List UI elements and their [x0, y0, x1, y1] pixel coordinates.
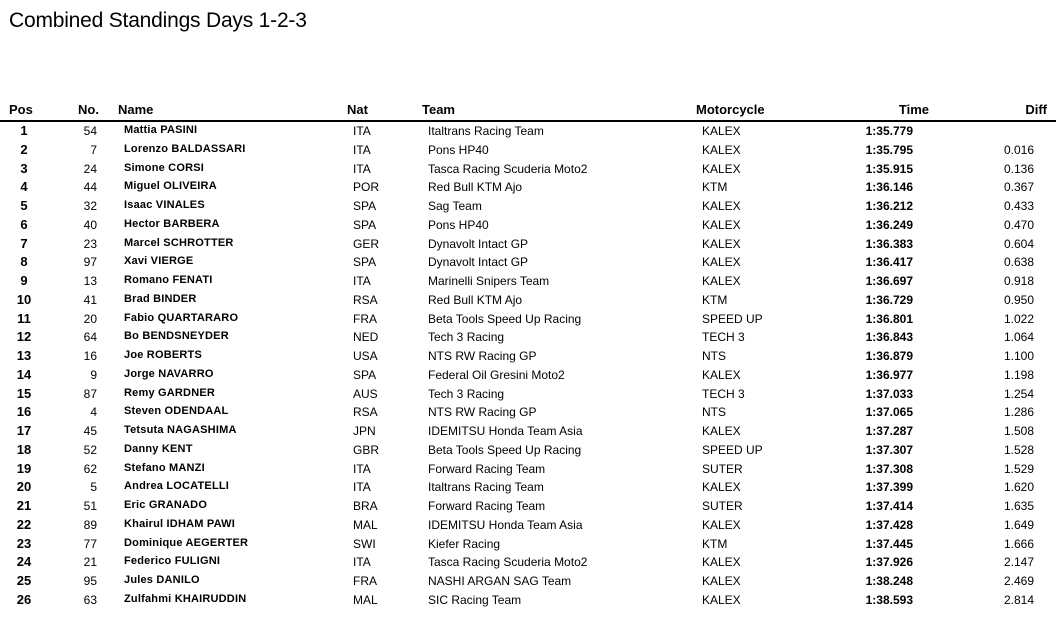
pos-cell: 26: [16, 591, 32, 607]
motorcycle-cell: SPEED UP: [702, 442, 763, 457]
nationality-cell: ITA: [353, 161, 371, 176]
number-cell: 62: [83, 461, 97, 476]
rider-name-cell: Steven ODENDAAL: [124, 405, 229, 418]
gap-cell: 1.529: [1003, 461, 1034, 476]
rider-name-cell: Federico FULIGNI: [124, 555, 221, 568]
team-cell: Forward Racing Team: [428, 499, 546, 513]
gap-cell: 1.198: [1003, 367, 1034, 382]
motorcycle-cell: KALEX: [702, 367, 741, 382]
pos-cell: 25: [16, 573, 32, 588]
nationality-cell: RSA: [353, 405, 378, 420]
pos-cell: 8: [20, 254, 28, 270]
nationality-cell: JPN: [353, 424, 376, 438]
nationality-cell: ITA: [353, 124, 371, 138]
rider-name-cell: Zulfahmi KHAIRUDDIN: [124, 592, 247, 605]
team-cell: Pons HP40: [428, 142, 489, 157]
pos-cell: 21: [16, 498, 32, 513]
lap-time-cell: 1:36.801: [865, 311, 913, 326]
table-row: [0, 253, 1056, 272]
table-row: [0, 553, 1056, 572]
rider-name-cell: Marcel SCHROTTER: [124, 236, 234, 249]
motorcycle-cell: KALEX: [702, 255, 741, 270]
nationality-cell: GBR: [353, 442, 380, 457]
table-row: [0, 535, 1056, 554]
table-row: [0, 572, 1056, 591]
number-cell: 54: [83, 124, 97, 138]
number-cell: 45: [83, 424, 97, 438]
rider-name-cell: Dominique AEGERTER: [124, 536, 249, 549]
pos-cell: 17: [16, 423, 32, 438]
nationality-cell: ITA: [353, 555, 371, 570]
team-cell: Tasca Racing Scuderia Moto2: [428, 555, 588, 570]
lap-time-cell: 1:37.399: [865, 480, 913, 495]
motorcycle-cell: KALEX: [702, 161, 741, 176]
motorcycle-cell: KALEX: [702, 274, 741, 288]
table-row: [0, 272, 1056, 291]
gap-cell: 1.100: [1003, 349, 1034, 363]
number-cell: 44: [83, 180, 97, 195]
lap-time-cell: 1:36.729: [865, 292, 913, 307]
standings-table: [0, 122, 1056, 610]
table-row: [0, 422, 1056, 441]
team-cell: Beta Tools Speed Up Racing: [428, 442, 582, 457]
motorcycle-cell: NTS: [702, 405, 726, 420]
motorcycle-cell: KALEX: [702, 236, 741, 251]
table-row: [0, 141, 1056, 160]
table-row: [0, 591, 1056, 610]
team-cell: Dynavolt Intact GP: [428, 255, 529, 270]
gap-cell: 1.528: [1003, 442, 1034, 457]
rider-name-cell: Tetsuta NAGASHIMA: [124, 424, 237, 436]
number-cell: 64: [83, 330, 97, 345]
pos-cell: 19: [16, 460, 32, 476]
number-cell: 95: [83, 574, 97, 588]
column-header-team: Team: [422, 102, 455, 117]
gap-cell: 2.147: [1003, 555, 1034, 570]
nationality-cell: GER: [353, 236, 380, 251]
gap-cell: 1.649: [1003, 517, 1034, 532]
number-cell: 32: [83, 199, 97, 213]
team-cell: Dynavolt Intact GP: [428, 236, 529, 251]
team-cell: Red Bull KTM Ajo: [428, 292, 523, 307]
motorcycle-cell: KTM: [702, 180, 728, 195]
nationality-cell: SPA: [353, 217, 377, 232]
lap-time-cell: 1:37.445: [865, 536, 913, 551]
lap-time-cell: 1:37.308: [865, 461, 913, 476]
gap-cell: 1.286: [1003, 405, 1034, 420]
rider-name-cell: Fabio QUARTARARO: [124, 311, 239, 324]
motorcycle-cell: KALEX: [702, 424, 741, 438]
rider-name-cell: Miguel OLIVEIRA: [124, 180, 217, 193]
rider-name-cell: Jorge NAVARRO: [124, 367, 214, 380]
number-cell: 40: [83, 217, 97, 232]
gap-cell: 0.136: [1003, 161, 1034, 176]
motorcycle-cell: KALEX: [702, 480, 741, 495]
table-row: [0, 328, 1056, 347]
number-cell: 4: [90, 405, 97, 420]
nationality-cell: ITA: [353, 274, 371, 288]
column-header-name: Name: [118, 102, 154, 117]
table-row: [0, 460, 1056, 479]
pos-cell: 11: [17, 310, 31, 326]
gap-cell: 2.814: [1003, 592, 1034, 607]
lap-time-cell: 1:37.307: [865, 442, 913, 457]
lap-time-cell: 1:37.414: [865, 499, 913, 513]
motorcycle-cell: KALEX: [702, 555, 741, 570]
pos-cell: 12: [16, 329, 32, 345]
motorcycle-cell: KTM: [702, 292, 728, 307]
nationality-cell: BRA: [353, 499, 378, 513]
lap-time-cell: 1:37.065: [865, 405, 913, 420]
lap-time-cell: 1:37.926: [865, 555, 913, 570]
team-cell: IDEMITSU Honda Team Asia: [428, 424, 583, 438]
team-cell: Tasca Racing Scuderia Moto2: [428, 161, 588, 176]
nationality-cell: POR: [353, 180, 380, 195]
gap-cell: 0.016: [1003, 142, 1034, 157]
pos-cell: 18: [16, 441, 32, 457]
lap-time-cell: 1:36.383: [865, 236, 913, 251]
pos-cell: 9: [20, 273, 28, 288]
number-cell: 9: [90, 367, 97, 382]
pos-cell: 1: [20, 123, 28, 138]
nationality-cell: SWI: [353, 536, 376, 551]
column-header-motorcycle: Motorcycle: [696, 102, 765, 117]
motorcycle-cell: KALEX: [702, 517, 741, 532]
number-cell: 89: [83, 517, 97, 532]
motorcycle-cell: SUTER: [702, 499, 743, 513]
number-cell: 16: [83, 349, 97, 363]
motorcycle-cell: KALEX: [702, 199, 741, 213]
pos-cell: 13: [16, 348, 32, 363]
number-cell: 20: [83, 311, 97, 326]
nationality-cell: FRA: [353, 311, 377, 326]
rider-name-cell: Eric GRANADO: [124, 499, 208, 511]
gap-cell: 1.254: [1003, 386, 1034, 401]
rider-name-cell: Lorenzo BALDASSARI: [124, 142, 246, 155]
table-row: [0, 478, 1056, 497]
team-cell: Beta Tools Speed Up Racing: [428, 311, 582, 326]
pos-cell: 20: [16, 479, 32, 495]
number-cell: 23: [83, 236, 97, 251]
nationality-cell: SPA: [353, 367, 377, 382]
lap-time-cell: 1:37.287: [865, 424, 913, 438]
number-cell: 21: [83, 555, 97, 570]
table-row: [0, 197, 1056, 216]
nationality-cell: NED: [353, 330, 379, 345]
nationality-cell: USA: [353, 349, 378, 363]
table-row: [0, 122, 1056, 141]
pos-cell: 24: [16, 554, 32, 570]
team-cell: IDEMITSU Honda Team Asia: [428, 517, 583, 532]
pos-cell: 22: [16, 516, 32, 532]
team-cell: Pons HP40: [428, 217, 489, 232]
table-row: [0, 310, 1056, 329]
pos-cell: 10: [16, 291, 32, 307]
team-cell: Forward Racing Team: [428, 461, 546, 476]
rider-name-cell: Jules DANILO: [124, 574, 200, 586]
table-row: [0, 385, 1056, 404]
lap-time-cell: 1:36.417: [865, 255, 913, 270]
number-cell: 87: [83, 386, 97, 401]
gap-cell: 0.470: [1003, 217, 1034, 232]
nationality-cell: ITA: [353, 480, 371, 495]
column-header-pos: Pos: [9, 102, 33, 117]
table-row: [0, 178, 1056, 197]
gap-cell: 2.469: [1003, 574, 1034, 588]
gap-cell: 1.620: [1003, 480, 1034, 495]
lap-time-cell: 1:36.697: [865, 274, 913, 288]
rider-name-cell: Isaac VINALES: [124, 199, 205, 211]
table-row: [0, 516, 1056, 535]
motorcycle-cell: NTS: [702, 349, 726, 363]
nationality-cell: ITA: [353, 142, 371, 157]
rider-name-cell: Simone CORSI: [124, 161, 205, 174]
gap-cell: 1.064: [1003, 330, 1034, 345]
nationality-cell: SPA: [353, 255, 377, 270]
gap-cell: 1.022: [1003, 311, 1034, 326]
team-cell: NASHI ARGAN SAG Team: [428, 574, 572, 588]
table-row: [0, 441, 1056, 460]
table-row: [0, 235, 1056, 254]
gap-cell: 1.635: [1003, 499, 1034, 513]
nationality-cell: ITA: [353, 461, 371, 476]
team-cell: Marinelli Snipers Team: [428, 274, 550, 288]
table-row: [0, 291, 1056, 310]
number-cell: 77: [83, 536, 97, 551]
lap-time-cell: 1:36.843: [865, 330, 913, 345]
table-row: [0, 216, 1056, 235]
column-header-diff: Diff: [1025, 102, 1047, 117]
pos-cell: 16: [16, 404, 32, 420]
number-cell: 7: [90, 142, 97, 157]
motorcycle-cell: SPEED UP: [702, 311, 763, 326]
number-cell: 63: [83, 592, 97, 607]
team-cell: SIC Racing Team: [428, 592, 522, 607]
nationality-cell: MAL: [353, 517, 378, 532]
rider-name-cell: Danny KENT: [124, 442, 193, 455]
rider-name-cell: Stefano MANZI: [124, 461, 205, 474]
team-cell: Federal Oil Gresini Moto2: [428, 367, 565, 382]
lap-time-cell: 1:35.795: [865, 142, 913, 157]
rider-name-cell: Romano FENATI: [124, 274, 213, 286]
rider-name-cell: Brad BINDER: [124, 292, 197, 305]
pos-cell: 2: [20, 141, 28, 157]
lap-time-cell: 1:35.915: [865, 161, 913, 176]
motorcycle-cell: KALEX: [702, 592, 741, 607]
pos-cell: 7: [20, 235, 28, 251]
nationality-cell: RSA: [353, 292, 378, 307]
rider-name-cell: Remy GARDNER: [124, 386, 216, 399]
team-cell: Tech 3 Racing: [428, 330, 505, 345]
nationality-cell: SPA: [353, 199, 377, 213]
table-row: [0, 403, 1056, 422]
rider-name-cell: Hector BARBERA: [124, 217, 220, 230]
pos-cell: 3: [20, 160, 28, 176]
rider-name-cell: Mattia PASINI: [124, 124, 198, 136]
gap-cell: 1.666: [1003, 536, 1034, 551]
pos-cell: 14: [16, 366, 32, 382]
gap-cell: 0.433: [1003, 199, 1034, 213]
number-cell: 52: [83, 442, 97, 457]
gap-cell: 0.367: [1003, 180, 1034, 195]
lap-time-cell: 1:36.146: [865, 180, 913, 195]
motorcycle-cell: TECH 3: [702, 386, 745, 401]
lap-time-cell: 1:38.248: [865, 574, 913, 588]
team-cell: Italtrans Racing Team: [428, 480, 544, 495]
pos-cell: 15: [16, 385, 32, 401]
team-cell: Italtrans Racing Team: [428, 124, 544, 138]
gap-cell: 0.950: [1003, 292, 1034, 307]
team-cell: Tech 3 Racing: [428, 386, 505, 401]
rider-name-cell: Khairul IDHAM PAWI: [124, 517, 235, 530]
pos-cell: 5: [20, 198, 28, 213]
motorcycle-cell: SUTER: [702, 461, 743, 476]
number-cell: 24: [83, 161, 97, 176]
pos-cell: 23: [16, 535, 32, 551]
team-cell: Red Bull KTM Ajo: [428, 180, 523, 195]
team-cell: NTS RW Racing GP: [428, 349, 537, 363]
lap-time-cell: 1:36.249: [865, 217, 913, 232]
gap-cell: 1.508: [1003, 424, 1034, 438]
table-row: [0, 366, 1056, 385]
rider-name-cell: Joe ROBERTS: [124, 349, 202, 361]
motorcycle-cell: KALEX: [702, 217, 741, 232]
lap-time-cell: 1:36.879: [865, 349, 913, 363]
pos-cell: 6: [20, 216, 28, 232]
number-cell: 5: [90, 480, 97, 495]
team-cell: Kiefer Racing: [428, 536, 501, 551]
number-cell: 41: [83, 292, 97, 307]
team-cell: NTS RW Racing GP: [428, 405, 537, 420]
gap-cell: 0.638: [1003, 255, 1034, 270]
rider-name-cell: Bo BENDSNEYDER: [124, 330, 229, 343]
column-header-no: No.: [78, 102, 99, 117]
motorcycle-cell: KALEX: [702, 142, 741, 157]
nationality-cell: FRA: [353, 574, 377, 588]
lap-time-cell: 1:35.779: [865, 124, 913, 138]
gap-cell: 0.918: [1003, 274, 1034, 288]
lap-time-cell: 1:36.212: [865, 199, 913, 213]
lap-time-cell: 1:38.593: [865, 592, 913, 607]
motorcycle-cell: KTM: [702, 536, 728, 551]
gap-cell: 0.604: [1003, 236, 1034, 251]
motorcycle-cell: TECH 3: [702, 330, 745, 345]
team-cell: Sag Team: [428, 199, 482, 213]
pos-cell: 4: [20, 179, 28, 195]
rider-name-cell: Andrea LOCATELLI: [124, 480, 230, 493]
number-cell: 13: [83, 274, 97, 288]
table-header: [0, 102, 1056, 122]
table-row: [0, 347, 1056, 366]
nationality-cell: AUS: [353, 386, 378, 401]
lap-time-cell: 1:37.428: [865, 517, 913, 532]
motorcycle-cell: KALEX: [702, 574, 741, 588]
number-cell: 51: [83, 499, 97, 513]
rider-name-cell: Xavi VIERGE: [124, 255, 194, 268]
page-title: Combined Standings Days 1-2-3: [9, 9, 307, 32]
table-row: [0, 160, 1056, 179]
nationality-cell: MAL: [353, 592, 378, 607]
lap-time-cell: 1:36.977: [865, 367, 913, 382]
number-cell: 97: [83, 255, 97, 270]
table-row: [0, 497, 1056, 516]
motorcycle-cell: KALEX: [702, 124, 741, 138]
lap-time-cell: 1:37.033: [865, 386, 913, 401]
column-header-time: Time: [898, 102, 929, 117]
column-header-nat: Nat: [347, 102, 368, 117]
